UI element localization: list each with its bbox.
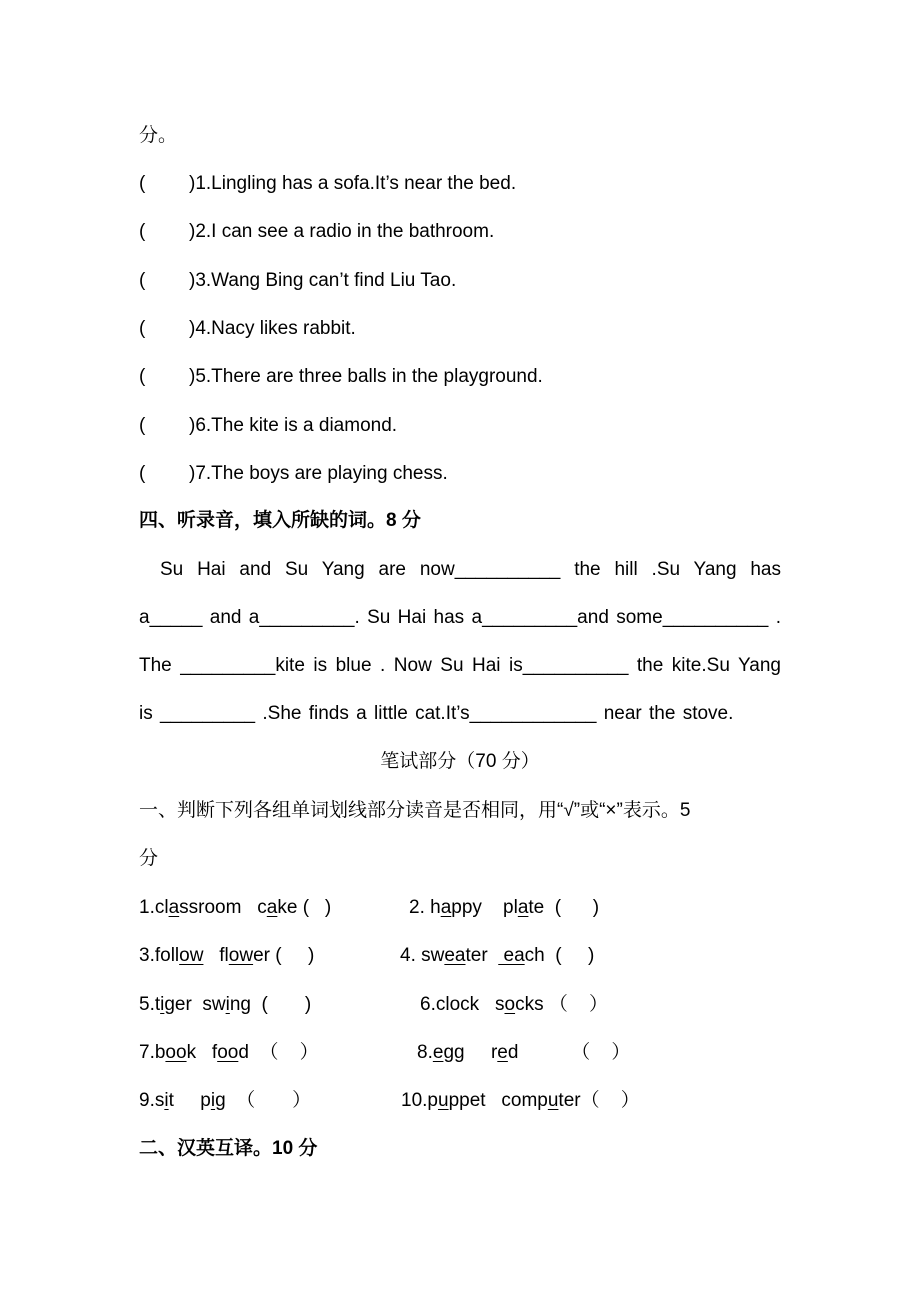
judge-item-text: 4.Nacy likes rabbit. [195,317,356,339]
phonics-item [409,896,599,920]
passage-line-2: a_____ and a_________. Su Hai has a_________and some__________ . [139,607,781,628]
underlined-letters: i [225,993,230,1015]
answer-paren-open[interactable]: ( [139,462,146,484]
word-text: ke ( ) [277,897,332,918]
phonics-item [420,993,608,1017]
underlined-letters: oo [165,1041,187,1063]
written-part-title: 笔试部分（70 分） [380,751,540,772]
word-text: 3.foll [139,945,180,967]
underlined-letters: ow [179,945,204,967]
answer-paren-close: ) [189,269,196,291]
carry-over-text: 分。 [139,125,178,146]
word-text: ssroom c [179,897,267,918]
answer-paren-open[interactable]: ( [139,366,146,388]
word-text: d （ ） [238,1041,319,1063]
phonics-item [139,1089,311,1113]
word-text: 9.s [139,1090,165,1112]
word-text: te ( ) [528,897,600,918]
underlined-letters: u [547,1090,559,1112]
word-text: d （ ） [507,1041,631,1063]
underlined-letters: o [504,993,516,1015]
judge-item [139,172,516,196]
judge-item-text: 2.I can see a radio in the bathroom. [195,221,495,243]
phonics-item [400,944,594,968]
underlined-letters: i [210,1090,216,1112]
underlined-letters: i [160,993,165,1015]
word-text: 6.clock s [420,993,505,1015]
judge-item [139,414,397,438]
section-1-title: 一、判断下列各组单词划线部分读音是否相同，用“√”或“×”表示。5 [139,800,691,821]
answer-paren-open[interactable]: ( [139,317,146,339]
phonics-item [401,1089,640,1113]
answer-paren-open[interactable]: ( [139,269,146,291]
word-text: g （ ） [215,1090,312,1112]
answer-paren-close: ) [189,414,196,436]
judge-item-text: 1.Lingling has a sofa.It’s near the bed. [195,173,517,194]
judge-item-text: 7.The boys are playing chess. [195,462,448,484]
passage-line-4: is _________ .She finds a little cat.It’s____________ near the stove. [139,703,734,724]
judge-item-text: 3.Wang Bing can’t find Liu Tao. [195,269,457,291]
section-2-title: 二、汉英互译。10 分 [139,1138,318,1159]
underlined-letters: a [440,897,452,918]
underlined-letters: u [437,1090,449,1112]
word-text: ter [465,945,499,967]
phonics-item [139,944,314,968]
underlined-letters: a [168,897,180,918]
word-text: 5.t [139,993,161,1015]
word-text: 1.cl [139,897,169,918]
word-text: 10.p [401,1090,438,1112]
passage-line-3: The _________kite is blue . Now Su Hai is__________ the kite.Su Yang [139,655,781,676]
word-text: ter（ ） [558,1090,640,1112]
answer-paren-open[interactable]: ( [139,173,146,194]
word-text: gg r [443,1041,498,1063]
judge-item [139,365,543,389]
phonics-item [139,896,331,920]
phonics-item [417,1041,630,1065]
phonics-item [139,1041,319,1065]
phonics-item [139,993,311,1017]
underlined-letters: e [432,1041,444,1063]
word-text: ger sw [164,993,226,1015]
underlined-letters: ea [498,945,525,967]
answer-paren-close: ) [189,366,196,388]
word-text: fl [203,945,229,967]
word-text: t p [168,1090,211,1112]
word-text: cks （ ） [515,993,608,1015]
word-text: k f [186,1041,218,1063]
underlined-letters: ow [228,945,254,967]
underlined-letters: i [164,1090,169,1112]
underlined-letters: a [517,897,529,918]
underlined-letters: a [266,897,278,918]
answer-paren-open[interactable]: ( [139,221,146,243]
word-text: 2. h [409,897,441,918]
answer-paren-close: ) [189,462,196,484]
answer-paren-close: ) [189,173,196,194]
word-text: ppet comp [448,1090,548,1112]
word-text: 7.b [139,1041,166,1063]
judge-item [139,462,448,486]
answer-paren-close: ) [189,317,196,339]
word-text: 8. [417,1041,433,1063]
passage-line-1: Su Hai and Su Yang are now__________ the hill .Su Yang has [160,559,781,580]
answer-paren-close: ) [189,221,196,243]
underlined-letters: e [497,1041,508,1063]
word-text: ch ( ) [524,945,595,967]
section-4-title: 四、听录音，填入所缺的词。8 分 [139,510,421,531]
underlined-letters: ea [444,945,466,967]
judge-item [139,220,494,244]
judge-item [139,317,356,341]
judge-item-text: 5.There are three balls in the playground. [195,366,543,388]
answer-paren-open[interactable]: ( [139,414,146,436]
word-text: ppy pl [451,897,518,918]
word-text: er ( ) [253,945,315,967]
underlined-letters: oo [217,1041,239,1063]
word-text: 4. sw [400,945,445,967]
judge-item [139,269,456,293]
section-1-title-cont: 分 [139,848,159,869]
judge-item-text: 6.The kite is a diamond. [195,414,398,436]
word-text: ng ( ) [229,993,312,1015]
